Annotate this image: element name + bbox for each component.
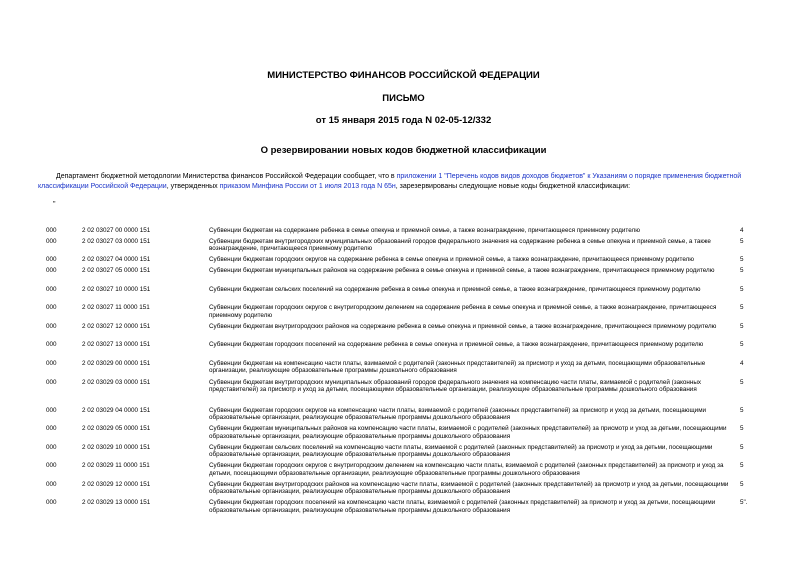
budget-code-cell: 2 02 03027 11 0000 151 [82,304,150,311]
budget-code-cell: 2 02 03027 10 0000 151 [82,285,151,293]
admin-code-cell: 000 [46,378,57,386]
budget-code-cell: 2 02 03029 13 0000 151 [82,499,151,506]
link-order-65n[interactable]: приказом Минфина России от 1 июля 2013 года N 65н [219,182,396,190]
budget-code-cell: 2 02 03029 11 0000 151 [82,462,150,469]
code-type-cell: 5 [740,285,744,293]
code-name-cell: Субвенции бюджетам сельских поселений на компенсацию части платы, взимаемой с родителей (законных представителей) за присмотр и уход за детьми, посещающими образовательные организации, реализующие образовательные программы дошкольного образования [209,443,713,459]
budget-code-cell: 2 02 03029 05 0000 151 [82,425,151,432]
table-row [0,267,807,286]
code-name-cell: Субвенции бюджетам городских округов с внутригородским делением на компенсацию части платы, взимаемой с родителей (законных представителей) за присмотр и уход за детьми, посещающими образовательные организации, реализующие образовательные программы дошкольного образования [209,462,724,477]
code-type-cell: 5 [740,322,744,330]
table-row [0,425,807,444]
budget-code-cell: 2 02 03027 03 0000 151 [82,237,151,245]
table-row [0,286,807,305]
budget-code-cell: 2 02 03029 03 0000 151 [82,378,151,386]
ministry-title: МИНИСТЕРСТВО ФИНАНСОВ РОССИЙСКОЙ ФЕДЕРАЦИИ [267,70,540,81]
admin-code-cell: 000 [46,237,57,245]
budget-code-cell: 2 02 03029 12 0000 151 [82,480,151,488]
budget-code-cell: 2 02 03027 00 0000 151 [82,227,151,234]
code-type-cell: 5 [740,480,744,488]
table-row [0,360,807,379]
code-type-cell: 5 [740,406,744,414]
code-name-cell: Субвенции бюджетам городских округов с внутригородским делением на содержание ребенка в семье опекуна и приемной семье, а также вознаграждение, причитающееся приемному родителю [209,304,717,319]
table-row [0,444,807,463]
admin-code-cell: 000 [46,443,57,451]
admin-code-cell: 000 [46,462,57,469]
code-name-cell: Субвенции бюджетам внутригородских районов на содержание ребенка в семье опекуна и приемной семье, а также вознаграждение, причитающееся приемному родителю [209,322,717,330]
code-type-cell: 5 [740,462,744,469]
budget-code-cell: 2 02 03027 05 0000 151 [82,267,151,274]
admin-code-cell: 000 [46,499,57,506]
table-row [0,379,807,407]
code-type-cell: 5 [740,425,744,432]
budget-code-cell: 2 02 03029 10 0000 151 [82,443,151,451]
budget-code-cell: 2 02 03029 00 0000 151 [82,359,151,367]
budget-code-cell: 2 02 03027 12 0000 151 [82,322,151,330]
intro-text-2: , утвержденных [166,182,220,190]
admin-code-cell: 000 [46,322,57,330]
code-name-cell: Субвенции бюджетам городских округов на содержание ребенка в семье опекуна и приемной семье, а также вознаграждение, причитающееся приемному родителю [209,256,695,263]
code-type-cell: 4 [740,227,744,234]
table-row [0,238,807,257]
table-row [0,499,807,518]
table-row [0,407,807,426]
code-name-cell: Субвенции бюджетам внутригородских муниципальных образований городов федерального значения на содержание ребенка в семье опекуна и приемной семье, а также вознаграждение, причитающееся приемному родителю [209,237,711,253]
budget-code-cell: 2 02 03027 04 0000 151 [82,256,151,263]
admin-code-cell: 000 [46,359,57,367]
budget-code-cell: 2 02 03029 04 0000 151 [82,406,151,414]
document-date-number: от 15 января 2015 года N 02-05-12/332 [315,115,492,126]
admin-code-cell: 000 [46,256,57,263]
admin-code-cell: 000 [46,406,57,414]
table-row [0,323,807,342]
table-row [0,341,807,360]
admin-code-cell: 000 [46,425,57,432]
code-name-cell: Субвенции бюджетам на содержание ребенка в семье опекуна и приемной семье, а также вознаграждение, причитающееся приемному родителю [209,227,640,234]
table-row [0,256,807,267]
code-name-cell: Субвенции бюджетам внутригородских муниципальных образований городов федерального значения на компенсацию части платы, взимаемой с родителей (законных представителей) за присмотр и уход за детьми, посещающими образовательные организации, реализующие образовательные программы дошкольного образования [209,378,702,394]
codes-table [0,227,807,518]
budget-code-cell: 2 02 03027 13 0000 151 [82,341,151,348]
code-type-cell: 5 [740,304,744,311]
intro-paragraph [38,172,773,191]
code-type-cell: 5 [740,443,744,451]
code-name-cell: Субвенции бюджетам муниципальных районов на содержание ребенка в семье опекуна и приемной семье, а также вознаграждение, причитающееся приемному родителю [209,267,715,274]
code-name-cell: Субвенции бюджетам муниципальных районов на компенсацию части платы, взимаемой с родителей (законных представителей) за присмотр и уход за детьми, посещающими образовательные организации, реализующие образовательные программы дошкольного образования [209,425,727,440]
table-row [0,227,807,238]
link-appendix-1[interactable]: приложении 1 "Перечень кодов видов доходов бюджетов" к Указаниям о порядке применения бюджетной классификации Российской Федерации [38,173,742,190]
code-type-cell: 5 [740,378,744,386]
code-name-cell: Субвенции бюджетам городских поселений на содержание ребенка в семье опекуна и приемной семье, а также вознаграждение, причитающееся приемному родителю [209,341,704,348]
code-name-cell: Субвенции бюджетам на компенсацию части платы, взимаемой с родителей (законных представителей) за присмотр и уход за детьми, посещающими образовательные организации, реализующие образовательные программы дошкольного образования [209,359,706,375]
admin-code-cell: 000 [46,304,57,311]
table-row [0,304,807,323]
code-type-cell: 5 [740,237,744,245]
code-name-cell: Субвенции бюджетам сельских поселений на содержание ребенка в семье опекуна и приемной семье, а также вознаграждение, причитающееся приемному родителю [209,285,701,293]
document-subject: О резервировании новых кодов бюджетной классификации [260,145,547,156]
code-name-cell: Субвенции бюджетам городских округов на компенсацию части платы, взимаемой с родителей (законных представителей) за присмотр и уход за детьми, посещающими образовательные организации, реализующие образовательные программы дошкольного образования [209,406,707,422]
code-type-cell: 5 [740,341,744,348]
code-type-cell: 5 [740,267,744,274]
code-type-cell: 4 [740,359,744,367]
table-row [0,462,807,481]
code-type-cell: 5 [740,256,744,263]
table-row [0,481,807,500]
admin-code-cell: 000 [46,480,57,488]
intro-text-1: Департамент бюджетной методологии Министерства финансов Российской Федерации сообщает, что в [56,173,397,180]
code-name-cell: Субвенции бюджетам внутригородских районов на компенсацию части платы, взимаемой с родителей (законных представителей) за присмотр и уход за детьми, посещающими образовательные организации, реализующие образовательные программы дошкольного образования [209,480,729,496]
quote-mark: " [53,201,56,208]
code-type-cell: 5". [740,499,748,506]
code-name-cell: Субвенции бюджетам городских поселений на компенсацию части платы, взимаемой с родителей (законных представителей) за присмотр и уход за детьми, посещающими образовательные организации, реализующие образовательные программы дошкольного образования [209,499,716,514]
admin-code-cell: 000 [46,227,57,234]
document-type: ПИСЬМО [382,93,425,104]
admin-code-cell: 000 [46,341,57,348]
admin-code-cell: 000 [46,267,57,274]
admin-code-cell: 000 [46,285,57,293]
intro-text-3: , зарезервированы следующие новые коды бюджетной классификации: [395,182,631,190]
